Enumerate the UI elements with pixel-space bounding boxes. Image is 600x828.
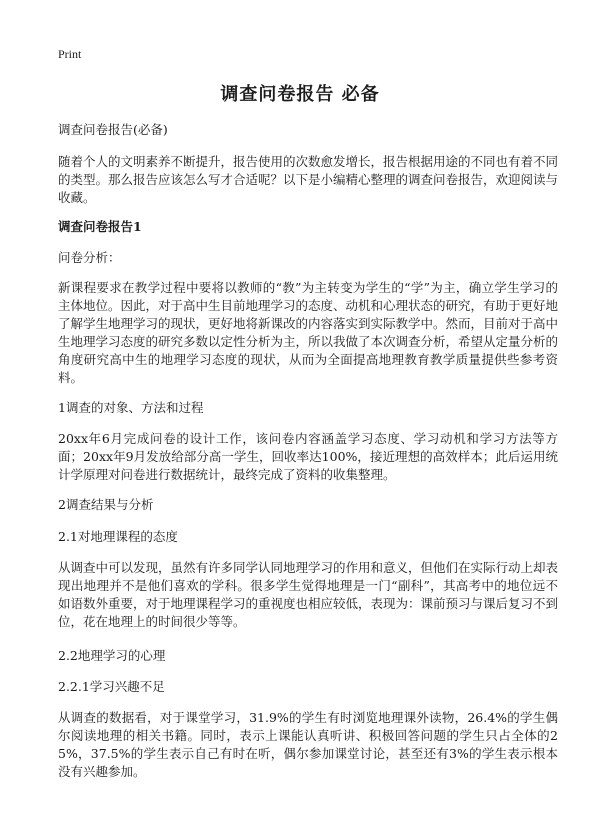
body-paragraph-4: 从调查的数据看，对于课堂学习，31.9%的学生有时浏览地理课外读物，26.4%的学生偶尔阅读地理的相关书籍。同时，表示上课能认真听讲、积极回答问题的学生只占全体的25%，37.5%的学生表示自己有时在听，偶尔参加课堂讨论，甚至还有3%的学生表示根本没有兴趣参加。 [58,710,558,779]
print-link[interactable]: Print [58,47,82,61]
section-heading: 调查问卷报告1 [58,219,142,234]
document-subtitle: 调查问卷报告(必备) [58,122,168,137]
subsection-heading-2-1: 2.1对地理课程的态度 [58,529,178,544]
body-paragraph-1: 新课程要求在教学过程中要将以教师的“教”为主转变为学生的“学”为主，确立学生学习的主体地位。因此，对于高中生目前地理学习的态度、动机和心理状态的研究，有助于更好地了解学生地理学习的现状，更好地将新课改的内容落实到实际教学中。然而，目前对于高中生地理学习态度的研究多数以定性分析为主，所以我做了本次调查分析，希望从定量分析的角度研究高中生的地理学习态度的现状，从而为全面提高地理教育教学质量提供些参考资料。 [58,280,559,385]
analysis-label: 问卷分析： [58,250,121,265]
subsection-heading-2-2-1: 2.2.1学习兴趣不足 [58,679,165,694]
intro-paragraph: 随着个人的文明素养不断提升，报告使用的次数愈发增长，报告根据用途的不同也有着不同的类型。那么报告应该怎么写才合适呢？以下是小编精心整理的调查问卷报告，欢迎阅读与收藏。 [58,154,559,205]
body-paragraph-3: 从调查中可以发现，虽然有许多同学认同地理学习的作用和意义，但他们在实际行动上却表现出地理并不是他们喜欢的学科。很多学生觉得地理是一门“副科”，其高考中的地位远不如语数外重要，对于地理课程学习的重视度也相应较低，表现为：课前预习与课后复习不到位，花在地理上的时间很少等等。 [58,560,559,629]
subsection-heading-2-2: 2.2地理学习的心理 [58,648,166,663]
subsection-heading-2: 2调查结果与分析 [58,497,154,512]
body-paragraph-2: 20xx年6月完成问卷的设计工作，该问卷内容涵盖学习态度、学习动机和学习方法等方面；20xx年9月发放给部分高一学生，回收率达100%，接近理想的高效样本；此后运用统计学原理对问卷进行数据统计，最终完成了资料的收集整理。 [58,431,558,482]
subsection-heading-1: 1调查的对象、方法和过程 [58,400,204,415]
page-title: 调查问卷报告 必备 [220,84,380,105]
